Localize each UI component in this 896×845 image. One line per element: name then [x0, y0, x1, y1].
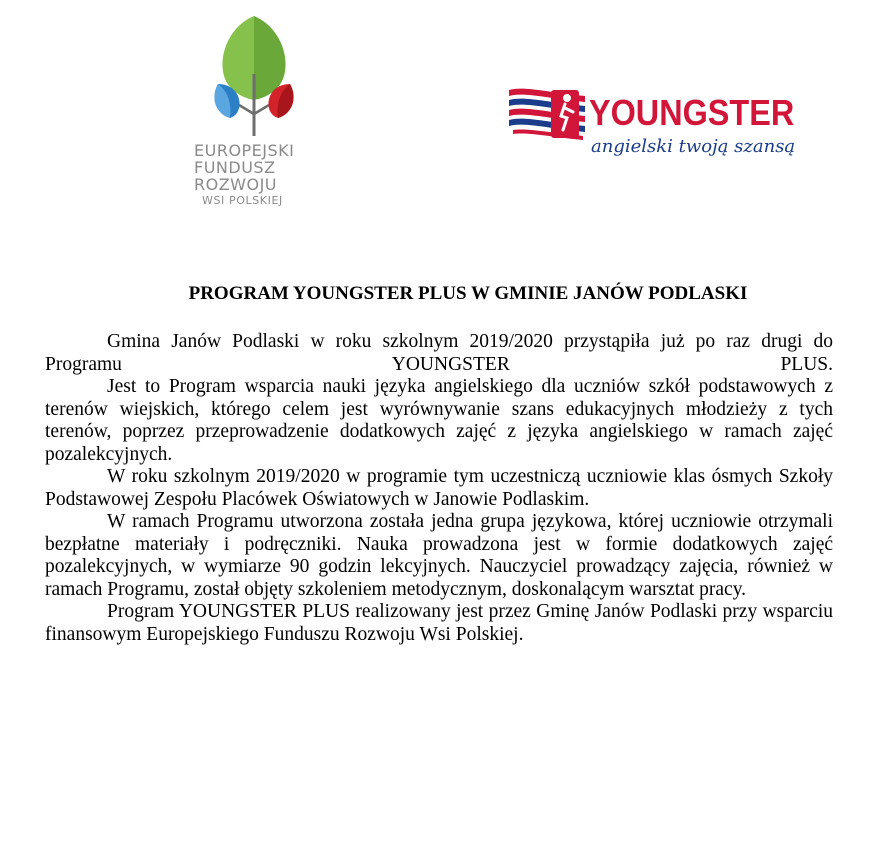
- paragraph-1: Gmina Janów Podlaski w roku szkolnym 2019/2020 przystąpiła już po raz drugi do Programu YOUNGSTER PLUS.: [45, 331, 833, 375]
- efrwp-line-4: WSI POLSKIEJ: [202, 194, 283, 207]
- efrwp-leaves-icon: [190, 14, 320, 144]
- paragraph-2: Jest to Program wsparcia nauki języka angielskiego dla uczniów szkół podstawowych z terenów wiejskich, którego celem jest wyrównywanie szans edukacyjnych młodzieży z tych terenów, poprzez przeprowadzenie dodatkowych zajęć z języka angielskiego w ramach zajęć pozalekcyjnych.: [45, 376, 833, 465]
- efrwp-line-1: EUROPEJSKI: [194, 141, 295, 160]
- efrwp-line-2: FUNDUSZ: [194, 158, 276, 177]
- youngster-flag-icon: [505, 82, 591, 152]
- document-body: [45, 331, 833, 646]
- efrwp-line-3: ROZWOJU: [194, 175, 278, 194]
- paragraph-5: Program YOUNGSTER PLUS realizowany jest przez Gminę Janów Podlaski przy wsparciu finansowym Europejskiego Funduszu Rozwoju Wsi Polskiej.: [45, 601, 833, 645]
- youngster-tagline: angielski twoją szansą: [591, 136, 796, 157]
- paragraph-4: W ramach Programu utworzona została jedna grupa językowa, której uczniowie otrzymali bezpłatne materiały i podręczniki. Nauka prowadzona jest w formie dodatkowych zajęć pozalekcyjnych, w wymiarze 90 godzin lekcyjnych. Nauczyciel prowadzący zajęcia, również w ramach Programu, został objęty szkoleniem metodycznym, doskonalącym warsztat pracy.: [45, 511, 833, 600]
- efrwp-logo: [190, 14, 320, 210]
- document-title: PROGRAM YOUNGSTER PLUS W GMINIE JANÓW PODLASKI: [188, 283, 748, 304]
- youngster-wordmark: YOUNGSTER: [589, 92, 795, 133]
- efrwp-logo-text: [194, 142, 316, 208]
- paragraph-3: W roku szkolnym 2019/2020 w programie tym uczestniczą uczniowie klas ósmych Szkoły Podstawowej Zespołu Placówek Oświatowych w Janowie Podlaskim.: [45, 466, 833, 510]
- youngster-logo: [505, 82, 805, 164]
